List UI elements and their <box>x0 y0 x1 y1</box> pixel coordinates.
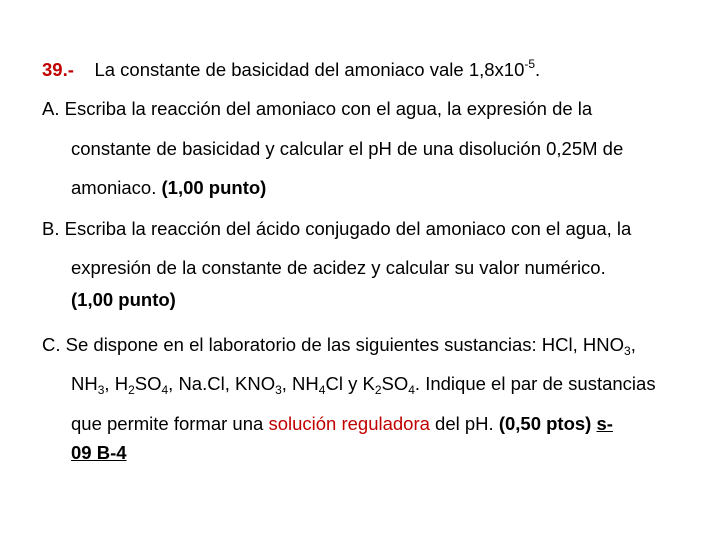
h2so4-subscript-2: 2 <box>128 383 135 397</box>
h2so4-subscript-4: 4 <box>161 383 169 397</box>
nh3-subscript: 3 <box>97 383 105 397</box>
nh3-text: NH <box>71 373 98 394</box>
part-c-line-3-mid: del pH. <box>435 413 494 434</box>
question-intro: La constante de basicidad del amoniaco vale 1,8x10 <box>94 59 525 80</box>
k2so4-subscript-2: 2 <box>374 383 382 397</box>
exponent: -5 <box>524 57 536 71</box>
source-reference-part-1: s- <box>596 413 613 434</box>
source-reference-part-2: 09 B-4 <box>71 442 127 463</box>
question-header <box>42 59 540 81</box>
part-c-line-3 <box>71 413 613 435</box>
part-b-points: (1,00 punto) <box>71 289 176 310</box>
part-a-points: (1,00 punto) <box>161 177 267 198</box>
k2so4-so: SO <box>381 373 409 394</box>
part-c-line-1 <box>42 334 636 356</box>
part-a-line-2: constante de basicidad y calcular el pH de una disolución 0,25M de <box>71 138 624 159</box>
part-a-line-3 <box>71 177 266 199</box>
part-b-line-2: expresión de la constante de acidez y calcular su valor numérico. <box>71 257 606 278</box>
h2so4-so: SO <box>134 373 162 394</box>
part-c-points: (0,50 ptos) <box>498 413 592 434</box>
part-a-line-1: A. Escriba la reacción del amoniaco con el agua, la expresión de la <box>42 98 593 119</box>
part-a-line-3-text: amoniaco. <box>71 177 157 198</box>
highlight-term: solución reguladora <box>268 413 430 434</box>
part-c-line-2 <box>71 373 656 395</box>
part-c-line-2-end: . Indique el par de sustancias <box>414 373 656 394</box>
part-b-line-1: B. Escriba la reacción del ácido conjugado del amoniaco con el agua, la <box>42 218 632 239</box>
part-c-line-1-text: C. Se dispone en el laboratorio de las siguientes sustancias: HCl, HNO <box>42 334 625 355</box>
h2so4-h: , H <box>104 373 129 394</box>
nh4-text: , NH <box>281 373 319 394</box>
part-c-line-1-comma: , <box>630 334 636 355</box>
part-c-line-3-start: que permite formar una <box>71 413 264 434</box>
nacl-kno: , Na.Cl, KNO <box>168 373 276 394</box>
nh4-subscript: 4 <box>318 383 326 397</box>
k2so4-subscript-4: 4 <box>408 383 415 397</box>
cl-y-k: Cl y K <box>325 373 375 394</box>
kno3-subscript: 3 <box>275 383 282 397</box>
hno3-subscript: 3 <box>624 344 631 358</box>
intro-period: . <box>535 59 541 80</box>
question-number: 39.- <box>42 59 74 80</box>
